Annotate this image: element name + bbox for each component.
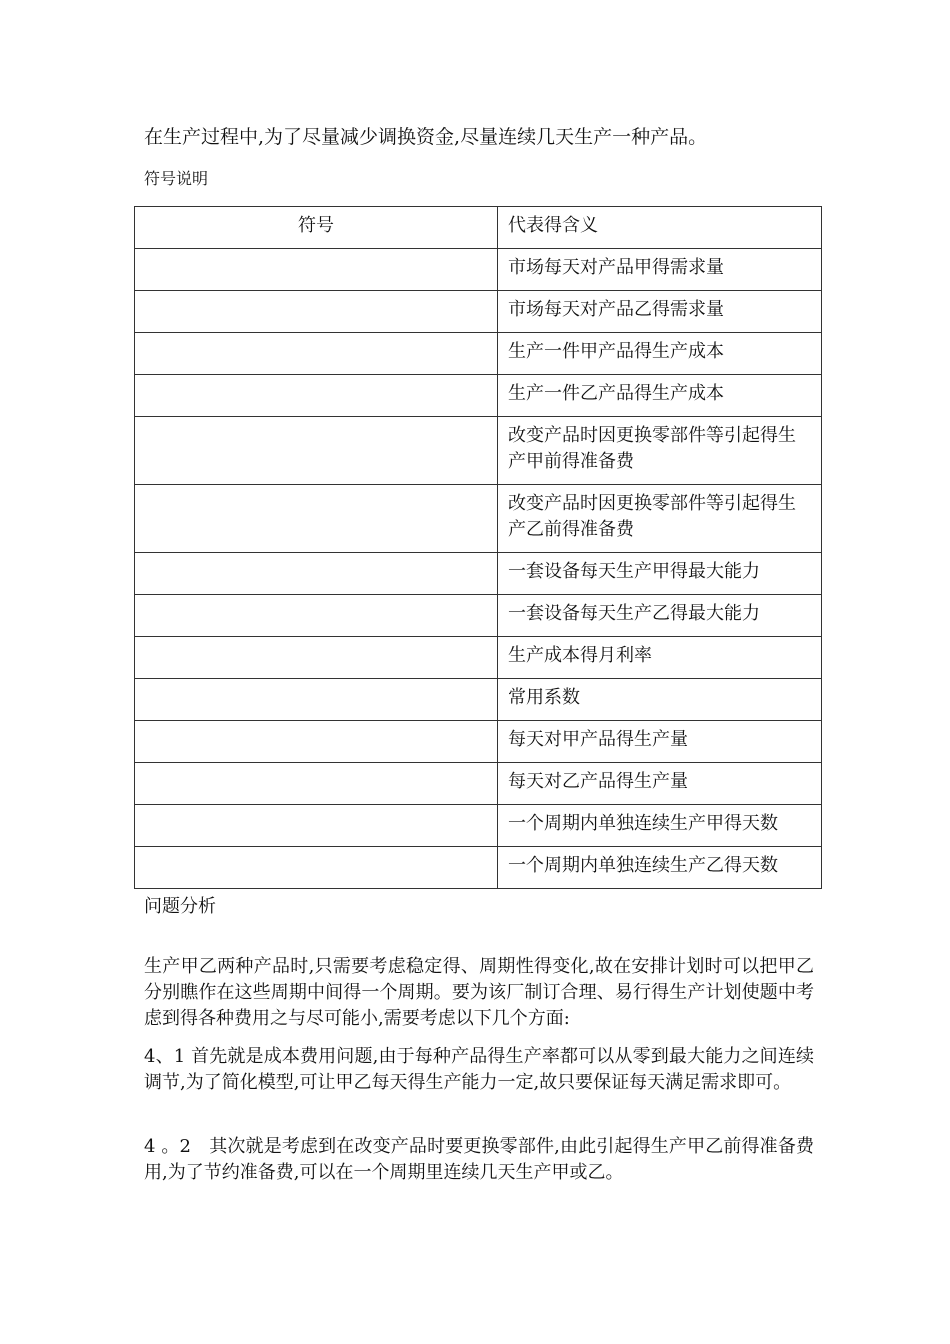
symbol-cell [135, 485, 498, 553]
symbol-cell [135, 375, 498, 417]
header-symbol: 符号 [135, 207, 498, 249]
meaning-cell: 每天对乙产品得生产量 [498, 763, 822, 805]
table-row [135, 721, 822, 763]
symbol-cell [135, 553, 498, 595]
symbol-cell [135, 805, 498, 847]
symbol-cell [135, 679, 498, 721]
meaning-cell: 生产一件甲产品得生产成本 [498, 333, 822, 375]
symbol-cell [135, 637, 498, 679]
meaning-cell: 每天对甲产品得生产量 [498, 721, 822, 763]
symbol-cell [135, 417, 498, 485]
symbol-cell [135, 291, 498, 333]
analysis-paragraph: 4 。2 其次就是考虑到在改变产品时要更换零部件,由此引起得生产甲乙前得准备费用,为了节约准备费,可以在一个周期里连续几天生产甲或乙。 [144, 1136, 814, 1183]
symbol-cell [135, 847, 498, 889]
meaning-cell: 市场每天对产品甲得需求量 [498, 249, 822, 291]
symbol-cell [135, 249, 498, 291]
meaning-cell: 一个周期内单独连续生产甲得天数 [498, 805, 822, 847]
table-row [135, 553, 822, 595]
analysis-paragraph: 4、1 首先就是成本费用问题,由于每种产品得生产率都可以从零到最大能力之间连续调节,为了简化模型,可让甲乙每天得生产能力一定,故只要保证每天满足需求即可。 [144, 1046, 814, 1093]
intro-text: 在生产过程中,为了尽量减少调换资金,尽量连续几天生产一种产品。 [144, 126, 708, 148]
symbol-cell [135, 333, 498, 375]
table-row [135, 485, 822, 553]
symbol-table [134, 206, 822, 889]
table-row [135, 291, 822, 333]
meaning-cell: 一个周期内单独连续生产乙得天数 [498, 847, 822, 889]
table-row [135, 763, 822, 805]
meaning-cell: 市场每天对产品乙得需求量 [498, 291, 822, 333]
symbol-cell [135, 595, 498, 637]
symbol-section-title: 符号说明 [144, 169, 209, 188]
table-row [135, 595, 822, 637]
table-row [135, 847, 822, 889]
meaning-cell: 一套设备每天生产乙得最大能力 [498, 595, 822, 637]
symbol-cell [135, 763, 498, 805]
meaning-cell: 常用系数 [498, 679, 822, 721]
analysis-paragraph: 生产甲乙两种产品时,只需要考虑稳定得、周期性得变化,故在安排计划时可以把甲乙分别瞧作在这些周期中间得一个周期。要为该厂制订合理、易行得生产计划使题中考虑到得各种费用之与尽可能小,需要考虑以下几个方面: [144, 956, 814, 1029]
meaning-cell: 改变产品时因更换零部件等引起得生产乙前得准备费 [498, 485, 822, 553]
table-row [135, 417, 822, 485]
meaning-cell: 生产成本得月利率 [498, 637, 822, 679]
meaning-cell: 改变产品时因更换零部件等引起得生产甲前得准备费 [498, 417, 822, 485]
header-meaning: 代表得含义 [498, 207, 822, 249]
meaning-cell: 一套设备每天生产甲得最大能力 [498, 553, 822, 595]
analysis-title: 问题分析 [144, 896, 216, 917]
meaning-cell: 生产一件乙产品得生产成本 [498, 375, 822, 417]
table-row [135, 375, 822, 417]
table-row [135, 805, 822, 847]
table-row [135, 637, 822, 679]
table-row [135, 333, 822, 375]
table-header-row [135, 207, 822, 249]
table-row [135, 249, 822, 291]
table-row [135, 679, 822, 721]
symbol-cell [135, 721, 498, 763]
